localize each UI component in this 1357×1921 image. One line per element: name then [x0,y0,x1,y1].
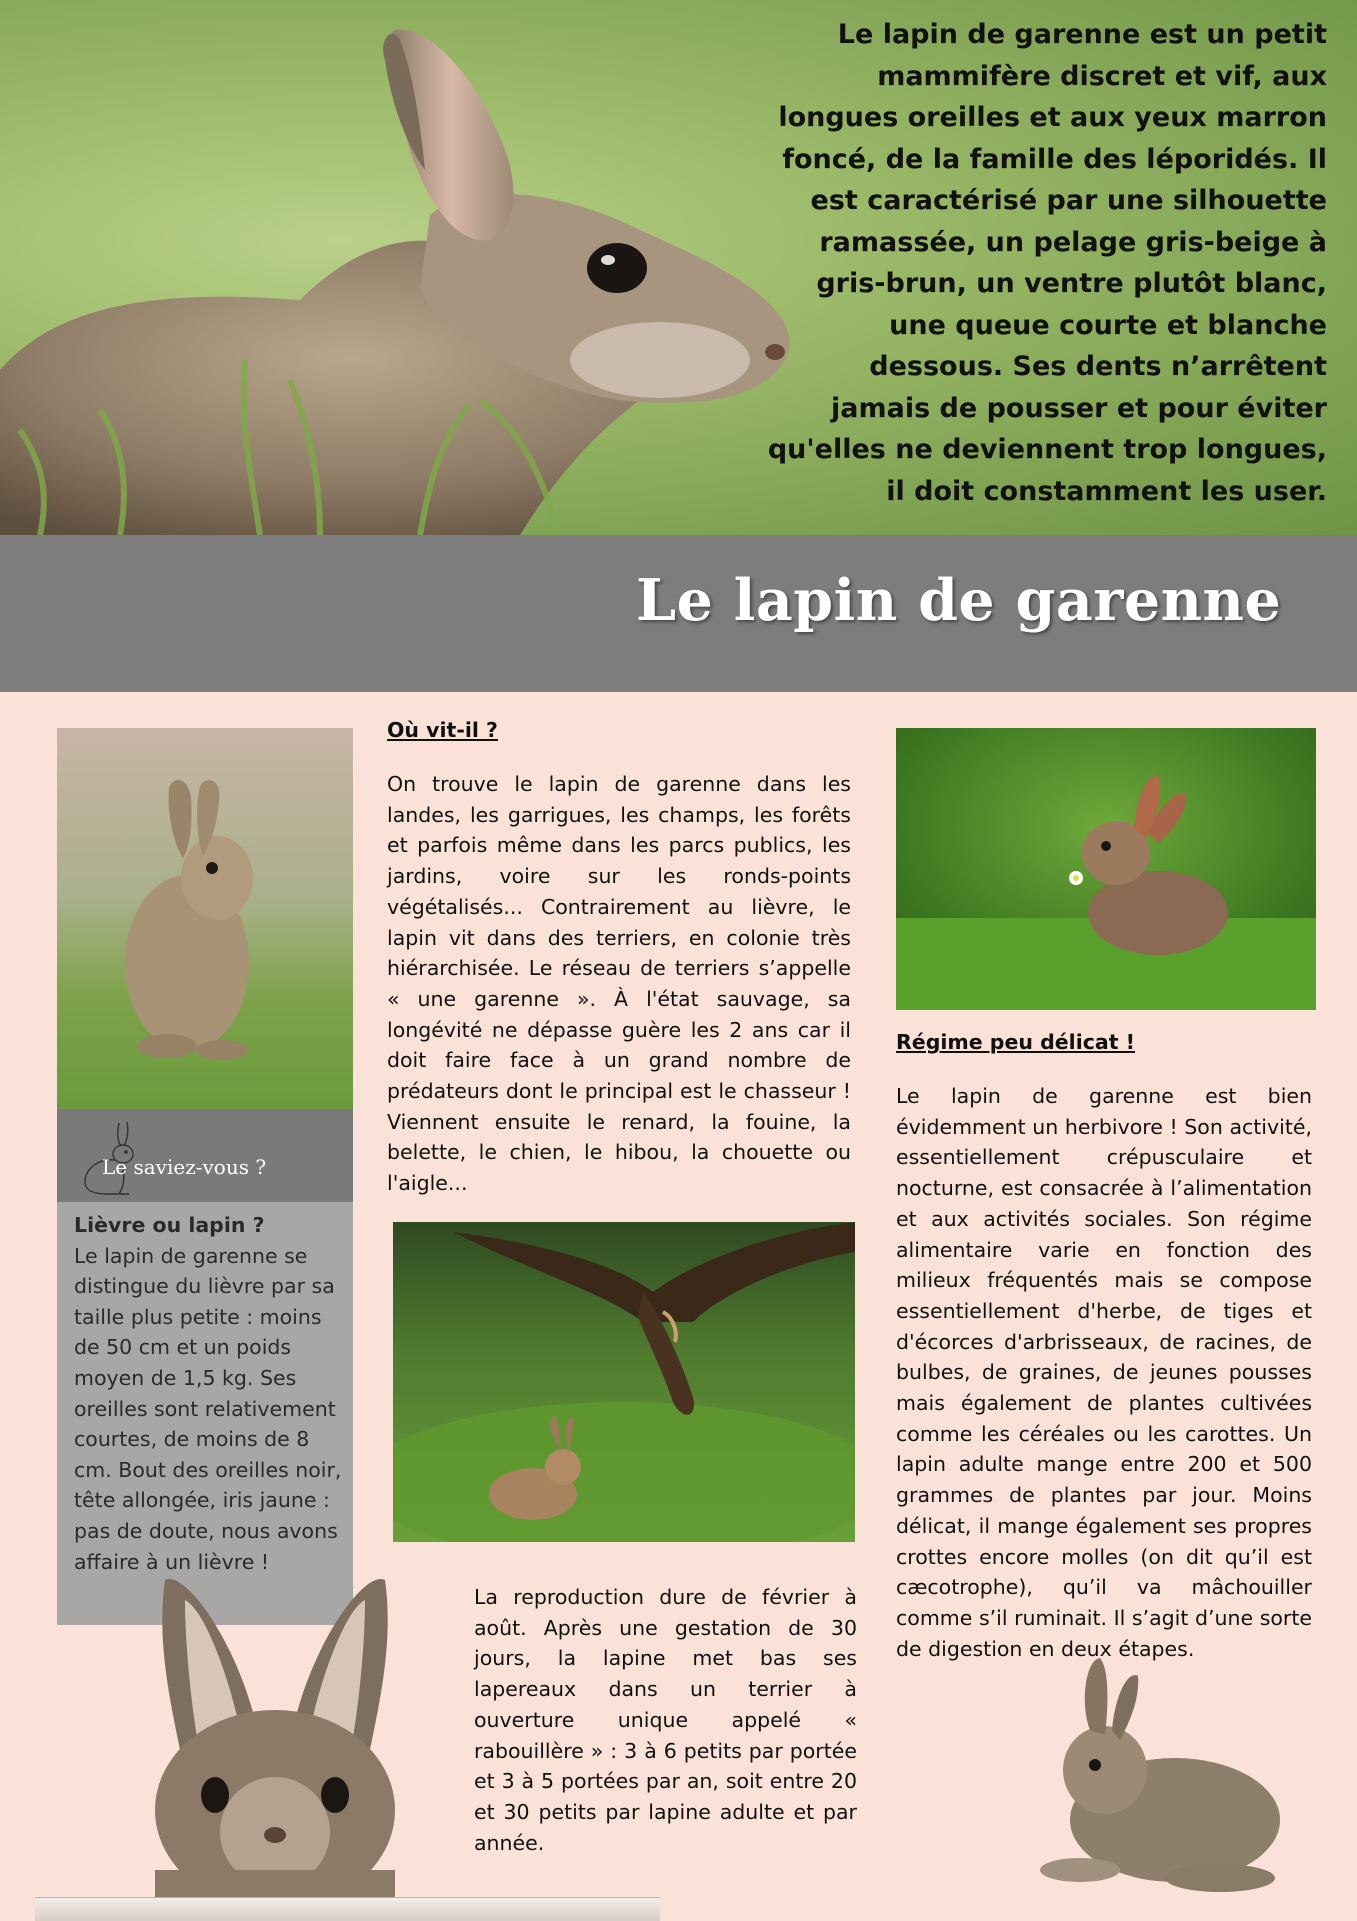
diet-text: Le lapin de garenne est bien évidemment un herbivore ! Son activité, essentiellement crépusculaire et nocturne, est consacrée à l’alimentation et aux activités sociales. Son régime alimentaire varie en fonction des milieux fréquentés mais se compose essentiellement d'herbe, de tiges et d'écorces d'arbrisseaux, de racines, de bulbes, de graines, de jeunes pousses mais également de plantes cultivées comme les céréales ou les carottes. Un lapin adulte mange entre 200 et 500 grammes de plantes par jour. Moins délicat, il mange également ses propres crottes encore molles (on dit qu’il est cæcotrophe), qu’il va mâchouiller comme s’il ruminait. Il s’agit d’une sorte de digestion en deux étapes. [896,1084,1312,1661]
did-you-know-title: Le saviez-vous ? [102,1155,267,1179]
reproduction-text: La reproduction dure de février à août. Après une gestation de 30 jours, la lapine met bas ses lapereaux dans un terrier à ouverture unique appelé « rabouillère » : 3 à 6 petits par portée et 3 à 5 portées par an, soit entre 20 et 30 petits par lapine adulte et par année. [474,1585,857,1855]
rabbit-with-daisy-photo [896,728,1316,1010]
diet-heading: Régime peu délicat ! [896,1030,1136,1054]
side-rabbit-photo [1010,1650,1310,1900]
hero-section [0,0,1357,535]
did-you-know-bar [57,1109,353,1202]
eagle-and-rabbit-photo [393,1222,855,1542]
hare-or-rabbit-text: Le lapin de garenne se distingue du lièvre par sa taille plus petite : moins de 50 cm et un poids moyen de 1,5 kg. Ses oreilles sont relativement courtes, de moins de 8 cm. Bout des oreilles noir, tête allongée, iris jaune : pas de doute, nous avons affaire à un lièvre ! [74,1243,342,1574]
habitat-text: On trouve le lapin de garenne dans les landes, les garrigues, les champs, les forêts et parfois même dans les parcs publics, les jardins, voire sur les ronds-points végétalisés... Contrairement au lièvre, le lapin vit dans des terriers, en colonie très hiérarchisée. Le réseau de terriers s’appelle « une garenne ». À l'état sauvage, sa longévité ne dépasse guère les 2 ans car il doit faire face à un grand nombre de prédateurs dont le principal est le chasseur ! Viennent ensuite le renard, la fouine, la belette, le chien, le hibou, la chouette ou l'aigle... [387,772,851,1196]
hare-or-rabbit-box [57,1202,353,1625]
sitting-rabbit-photo [57,728,353,1109]
hare-or-rabbit-heading: Lièvre ou lapin ? [74,1213,265,1237]
wood-plank [35,1897,660,1921]
page-title: Le lapin de garenne [636,567,1282,634]
bunny-face-photo [35,1570,475,1900]
habitat-heading: Où vit-il ? [387,718,498,742]
title-band [0,535,1357,692]
intro-paragraph: Le lapin de garenne est un petit mammifère discret et vif, aux longues oreilles et aux yeux marron foncé, de la famille des léporidés. Il est caractérisé par une silhouette ramassée, un pelage gris-beige à gris-brun, un ventre plutôt blanc, une queue courte et blanche dessous. Ses dents n’arrêtent jamais de pousser et pour éviter qu'elles ne deviennent trop longues, il doit constamment les user. [767,19,1327,507]
